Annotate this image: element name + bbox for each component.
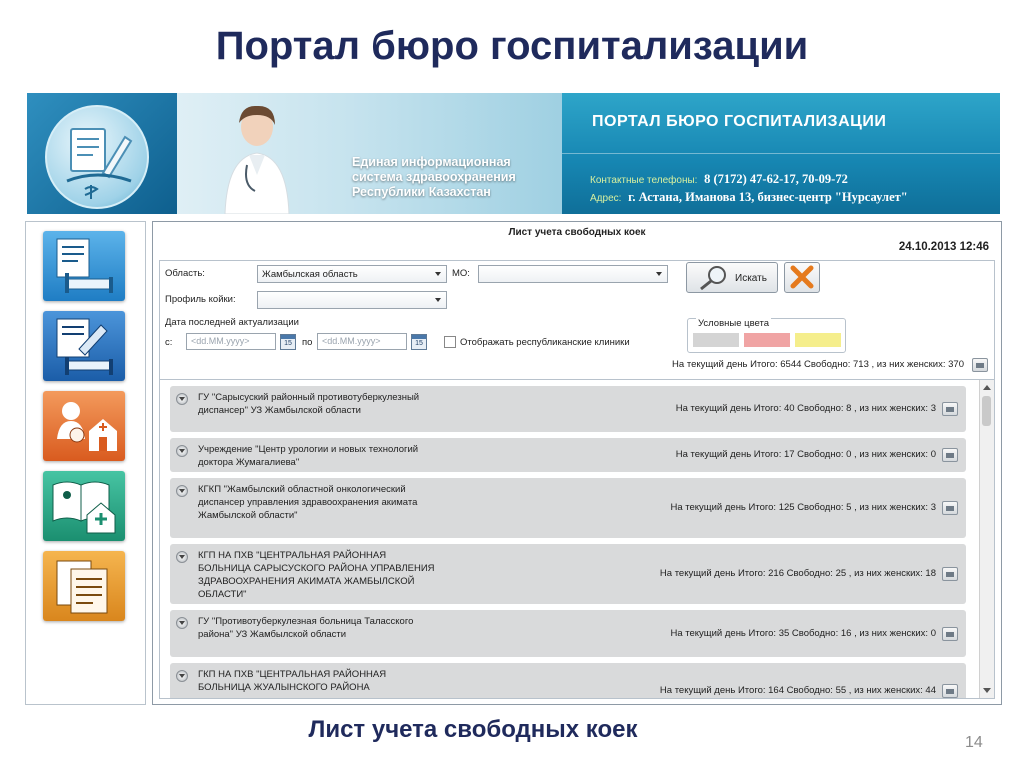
filters-area: [159, 260, 995, 382]
print-icon[interactable]: [942, 684, 958, 698]
bed-profile-label: Профиль койки:: [165, 294, 236, 305]
banner-divider: [562, 153, 1000, 154]
documents-icon: [43, 551, 125, 621]
expand-icon[interactable]: [176, 393, 188, 405]
clinic-name: КГКП "Жамбылский областной онкологический диспансер управления здравоохранения акимата Жамбылской области": [198, 484, 418, 521]
clinic-stats: На текущий день Итого: 35 Свободно: 16 , из них женских: 0: [670, 628, 936, 639]
legend-swatch-red: [744, 333, 790, 347]
date-to-label: по: [302, 337, 313, 348]
clear-button[interactable]: [784, 262, 820, 293]
banner-logo-area: [27, 93, 177, 214]
banner-info: [562, 93, 1000, 214]
bed-list-icon: [43, 231, 125, 301]
search-button-label: Искать: [735, 273, 767, 284]
slide-title: Портал бюро госпитализации: [215, 24, 809, 68]
mo-label: МО:: [452, 268, 470, 279]
legend-swatch-gray: [693, 333, 739, 347]
date-from-input[interactable]: <dd.MM.yyyy>: [186, 333, 276, 350]
print-icon[interactable]: [972, 358, 988, 372]
address-label: Адрес:: [590, 193, 622, 204]
panel-title: Лист учета свободных коек: [508, 227, 646, 238]
clinic-stats: На текущий день Итого: 125 Свободно: 5 , из них женских: 3: [670, 502, 936, 513]
region-select[interactable]: [257, 265, 447, 283]
republic-clinics-checkbox[interactable]: [444, 336, 456, 348]
chevron-down-icon: [656, 272, 662, 276]
medical-logo-icon: [45, 105, 149, 209]
print-icon[interactable]: [942, 501, 958, 515]
print-icon[interactable]: [942, 402, 958, 416]
calendar-icon[interactable]: 15: [411, 334, 427, 350]
republic-clinics-label: Отображать республиканские клиники: [460, 337, 630, 348]
chevron-down-icon: [435, 272, 441, 276]
contacts: [590, 171, 908, 207]
list-item[interactable]: [170, 663, 966, 699]
phones-value: 8 (7172) 47-62-17, 70-09-72: [704, 172, 848, 186]
scroll-thumb[interactable]: [982, 396, 991, 426]
sidebar-item-bed-edit[interactable]: [43, 311, 125, 381]
clinic-name: КГП НА ПХВ "ЦЕНТРАЛЬНАЯ РАЙОННАЯ БОЛЬНИЦА САРЫСУСКОГО РАЙОНА УПРАВЛЕНИЯ ЗДРАВООХРАНЕНИЯ АКИМАТА ЖАМБЫЛСКОЙ ОБЛАСТИ": [198, 550, 435, 600]
chevron-down-icon: [435, 298, 441, 302]
legend-title: Условные цвета: [698, 318, 770, 329]
bed-edit-icon: [43, 311, 125, 381]
expand-icon[interactable]: [176, 617, 188, 629]
book-hospital-icon: [43, 471, 125, 541]
system-name-line: Единая информационная: [352, 155, 511, 169]
expand-icon[interactable]: [176, 551, 188, 563]
search-button[interactable]: [686, 262, 778, 293]
clinics-list: [159, 379, 995, 699]
portal-banner: [27, 93, 1000, 214]
sidebar: [25, 221, 146, 705]
close-icon: [785, 263, 819, 292]
scroll-down-icon[interactable]: [983, 688, 991, 693]
list-item[interactable]: [170, 478, 966, 538]
bed-profile-select[interactable]: [257, 291, 447, 309]
portal-name: ПОРТАЛ БЮРО ГОСПИТАЛИЗАЦИИ: [592, 113, 887, 130]
current-datetime: 24.10.2013 12:46: [898, 241, 989, 253]
region-label: Область:: [165, 268, 205, 279]
expand-icon[interactable]: [176, 445, 188, 457]
address-value: г. Астана, Иманова 13, бизнес-центр "Нурсаулет": [628, 190, 908, 204]
date-to-input[interactable]: <dd.MM.yyyy>: [317, 333, 407, 350]
clinic-stats: На текущий день Итого: 17 Свободно: 0 , из них женских: 0: [675, 449, 936, 460]
clinic-stats: На текущий день Итого: 40 Свободно: 8 , из них женских: 3: [675, 403, 936, 414]
print-icon[interactable]: [942, 448, 958, 462]
system-name-line: система здравоохранения: [352, 170, 516, 184]
doctor-photo-icon: [217, 101, 297, 214]
legend-swatch-yellow: [795, 333, 841, 347]
clinic-stats: На текущий день Итого: 164 Свободно: 55 , из них женских: 44: [659, 685, 936, 696]
magnifier-icon: [693, 263, 733, 292]
system-name-line: Республики Казахстан: [352, 185, 491, 199]
banner-photo: [177, 93, 562, 214]
expand-icon[interactable]: [176, 670, 188, 682]
sidebar-item-book-hospital[interactable]: [43, 471, 125, 541]
clinic-stats: На текущий день Итого: 216 Свободно: 25 , из них женских: 18: [659, 568, 936, 579]
list-scrollbar[interactable]: [979, 380, 994, 698]
slide-caption: Лист учета свободных коек: [308, 716, 638, 743]
sidebar-item-doctor-hospital[interactable]: [43, 391, 125, 461]
doctor-hospital-icon: [43, 391, 125, 461]
clinic-name: ГУ "Противотуберкулезная больница Таласского района" УЗ Жамбылской области: [198, 616, 414, 640]
sidebar-item-bed-list[interactable]: [43, 231, 125, 301]
clinic-name: ГУ "Сарысуский районный противотуберкулезный диспансер" УЗ Жамбылской области: [198, 392, 420, 416]
mo-select[interactable]: [478, 265, 668, 283]
last-update-label: Дата последней актуализации: [165, 317, 299, 328]
total-summary: На текущий день Итого: 6544 Свободно: 713 , из них женских: 370: [672, 359, 964, 370]
calendar-icon[interactable]: 15: [280, 334, 296, 350]
free-beds-panel: [152, 221, 1002, 705]
clinic-name: Учреждение "Центр урологии и новых технологий доктора Жумагалиева": [198, 444, 419, 468]
list-item[interactable]: [170, 386, 966, 432]
list-item[interactable]: [170, 544, 966, 604]
print-icon[interactable]: [942, 567, 958, 581]
expand-icon[interactable]: [176, 485, 188, 497]
color-legend: [687, 318, 846, 353]
clinic-name: ГКП НА ПХВ "ЦЕНТРАЛЬНАЯ РАЙОННАЯ БОЛЬНИЦА ЖУАЛЫНСКОГО РАЙОНА: [198, 669, 387, 693]
list-item[interactable]: [170, 610, 966, 657]
phones-label: Контактные телефоны:: [590, 175, 698, 186]
date-from-label: с:: [165, 337, 173, 348]
system-name: [352, 155, 516, 200]
scroll-up-icon[interactable]: [983, 385, 991, 390]
sidebar-item-documents[interactable]: [43, 551, 125, 621]
region-value: Жамбылская область: [262, 269, 358, 280]
list-item[interactable]: [170, 438, 966, 472]
page-number: 14: [965, 734, 983, 751]
print-icon[interactable]: [942, 627, 958, 641]
